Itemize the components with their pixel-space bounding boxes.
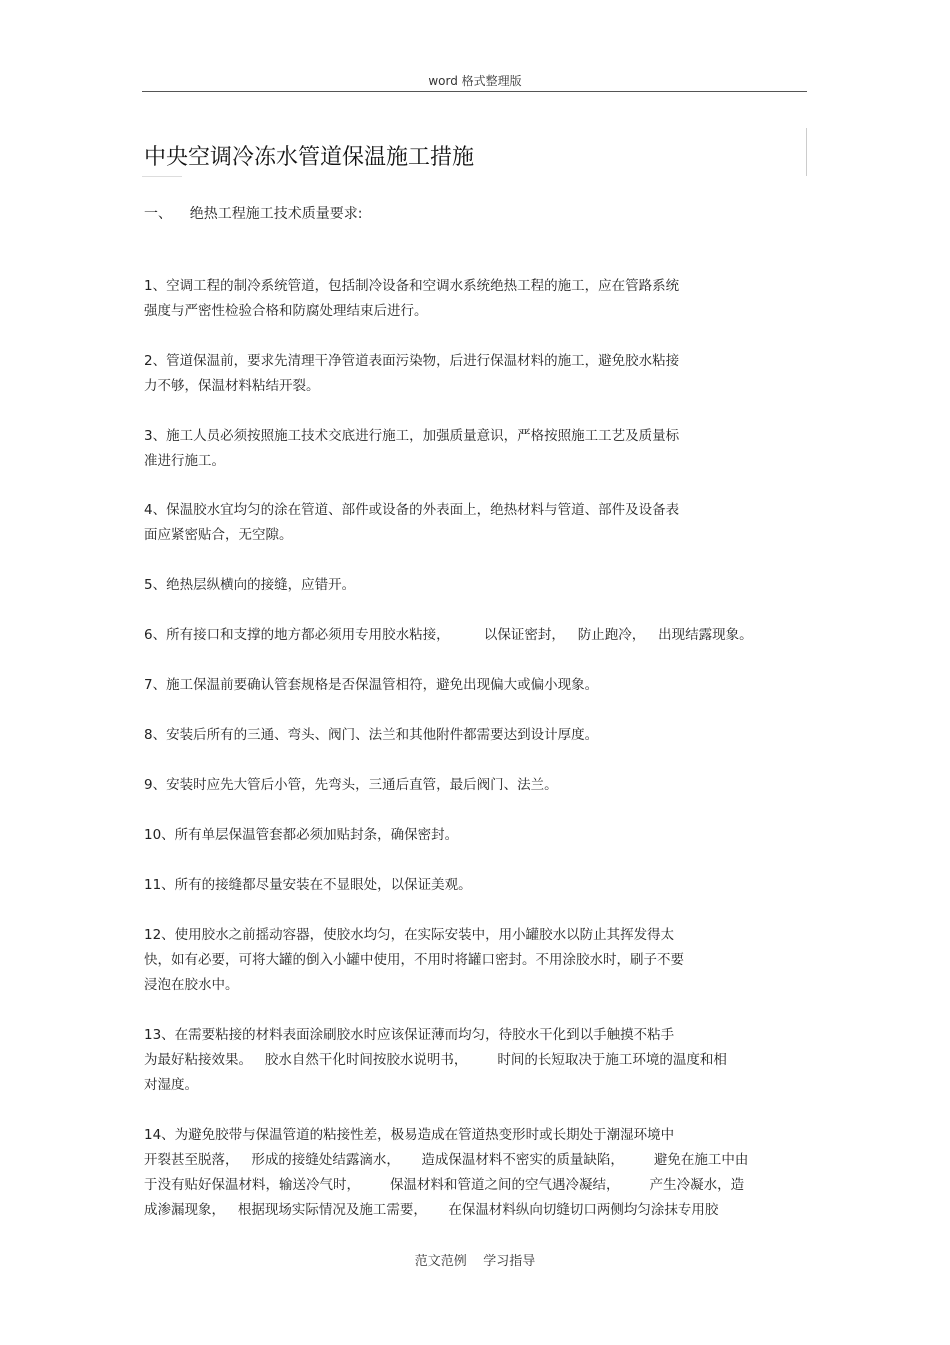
paragraph-line: 13、在需要粘接的材料表面涂刷胶水时应该保证薄而均匀，待胶水干化到以手触摸不粘手 [144,1027,675,1043]
paragraph-line: 浸泡在胶水中。 [144,977,239,993]
paragraph-item [144,498,808,548]
paragraph-line: 5、绝热层纵横向的接缝，应错开。 [144,577,356,593]
page-header: word 格式整理版 [428,74,522,88]
paragraph-item [144,573,808,598]
header-rule [142,91,807,92]
paragraph-line: 7、施工保温前要确认管套规格是否保温管相符，避免出现偏大或偏小现象。 [144,677,599,693]
section-heading: 一、 绝热工程施工技术质量要求: [144,206,363,222]
paragraph-line: 为最好粘接效果。 胶水自然干化时间按胶水说明书， 时间的长短取决于施工环境的温度和相 [144,1052,727,1068]
paragraph-line: 力不够，保温材料粘结开裂。 [144,378,320,394]
paragraph-item [144,1023,808,1098]
paragraph-line: 强度与严密性检验合格和防腐处理结束后进行。 [144,303,428,319]
paragraph-item [144,424,808,474]
paragraph-item [144,673,808,698]
paragraph-item [144,623,808,648]
paragraph-line: 14、为避免胶带与保温管道的粘接性差，极易造成在管道热变形时或长期处于潮湿环境中 [144,1127,675,1143]
paragraph-line: 10、所有单层保温管套都必须加贴封条，确保密封。 [144,827,459,843]
paragraph-line: 4、保温胶水宜均匀的涂在管道、部件或设备的外表面上，绝热材料与管道、部件及设备表 [144,502,680,518]
paragraph-line: 3、施工人员必须按照施工技术交底进行施工，加强质量意识，严格按照施工工艺及质量标 [144,428,680,444]
paragraph-line: 成渗漏现象， 根据现场实际情况及施工需要， 在保温材料纵向切缝切口两侧均匀涂抹专用胶 [144,1202,719,1218]
paragraph-line: 快，如有必要，可将大罐的倒入小罐中使用，不用时将罐口密封。不用涂胶水时，刷子不要 [144,952,684,968]
paragraph-item [144,349,808,399]
page-footer: 范文范例 学习指导 [414,1254,536,1269]
paragraph-line: 开裂甚至脱落， 形成的接缝处结露滴水， 造成保温材料不密实的质量缺陷， 避免在施工中由 [144,1152,749,1168]
paragraph-item [144,773,808,798]
paragraph-line: 面应紧密贴合，无空隙。 [144,527,293,543]
paragraph-line: 1、空调工程的制冷系统管道，包括制冷设备和空调水系统绝热工程的施工，应在管路系统 [144,278,680,294]
paragraph-line: 于没有贴好保温材料，输送冷气时， 保温材料和管道之间的空气遇冷凝结， 产生冷凝水，造 [144,1177,745,1193]
title-underline [142,176,182,177]
paragraph-line: 6、所有接口和支撑的地方都必须用专用胶水粘接， 以保证密封， 防止跑冷， 出现结露现象。 [144,627,753,643]
paragraph-line: 对湿度。 [144,1077,198,1093]
title-border-line [806,128,807,176]
paragraph-item [144,723,808,748]
paragraph-line: 8、安装后所有的三通、弯头、阀门、法兰和其他附件都需要达到设计厚度。 [144,727,599,743]
paragraph-line: 12、使用胶水之前摇动容器，使胶水均匀，在实际安装中，用小罐胶水以防止其挥发得太 [144,927,675,943]
paragraph-line: 9、安装时应先大管后小管，先弯头，三通后直管，最后阀门、法兰。 [144,777,558,793]
paragraph-item [144,923,808,998]
paragraph-item [144,1123,808,1223]
paragraph-line: 准进行施工。 [144,453,225,469]
paragraph-line: 2、管道保温前，要求先清理干净管道表面污染物，后进行保温材料的施工，避免胶水粘接 [144,353,680,369]
document-title: 中央空调冷冻水管道保温施工措施 [144,145,475,170]
paragraph-item [144,823,808,848]
paragraph-line: 11、所有的接缝都尽量安装在不显眼处，以保证美观。 [144,877,472,893]
paragraph-item [144,873,808,898]
paragraph-item [144,274,808,324]
